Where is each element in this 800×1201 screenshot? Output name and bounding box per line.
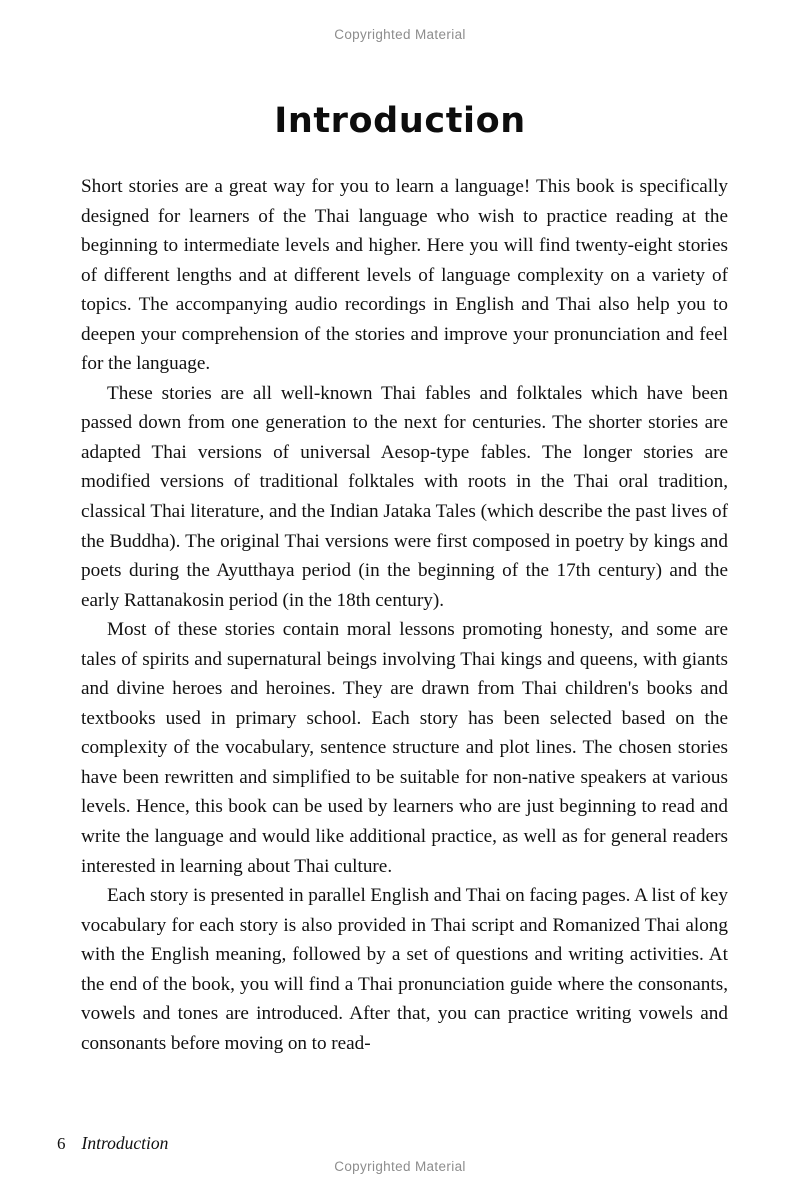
body-paragraph: Most of these stories contain moral lessons promoting honesty, and some are tales of spirits and supernatural beings involving Thai kings and queens, with giants and divine heroes and heroines. They are drawn from Thai children's books and textbooks used in primary school. Each story has been selected based on the complexity of the vocabulary, sentence structure and plot lines. The chosen stories have been rewritten and simplified to be suitable for non-native speakers at various levels. Hence, this book can be used by learners who are just beginning to read and write the language and would like additional practice, as well as for general readers interested in learning about Thai culture. (81, 619, 728, 877)
page-number: 6 (57, 1134, 66, 1153)
body-text-column (81, 172, 728, 1058)
running-section-title: Introduction (81, 1133, 169, 1153)
body-paragraph: Each story is presented in parallel English and Thai on facing pages. A list of key vocabulary for each story is also provided in Thai script and Romanized Thai along with the English meaning, followed by a set of questions and writing activities. At the end of the book, you will find a Thai pronunciation guide where the consonants, vowels and tones are introduced. After that, you can practice writing vowels and consonants before moving on to read- (81, 885, 728, 1054)
copyright-watermark-bottom: Copyrighted Material (334, 1159, 466, 1174)
page-title: Introduction (274, 101, 526, 142)
body-paragraph: These stories are all well-known Thai fables and folktales which have been passed down from one generation to the next for centuries. The shorter stories are adapted Thai versions of universal Aesop-type fables. The longer stories are modified versions of traditional folktales with roots in the Thai oral tradition, classical Thai literature, and the Indian Jataka Tales (which describe the past lives of the Buddha). The original Thai versions were first composed in poetry by kings and poets during the Ayutthaya period (in the beginning of the 17th century) and the early Rattanakosin period (in the 18th century). (81, 382, 728, 611)
body-paragraph: Short stories are a great way for you to learn a language! This book is specifically designed for learners of the Thai language who wish to practice reading at the beginning to intermediate levels and higher. Here you will find twenty-eight stories of different lengths and at different levels of language complexity on a variety of topics. The accompanying audio recordings in English and Thai also help you to deepen your comprehension of the stories and improve your pronunciation and feel for the language. (81, 176, 728, 375)
page-footer (57, 1133, 168, 1154)
copyright-watermark-top: Copyrighted Material (334, 27, 466, 42)
